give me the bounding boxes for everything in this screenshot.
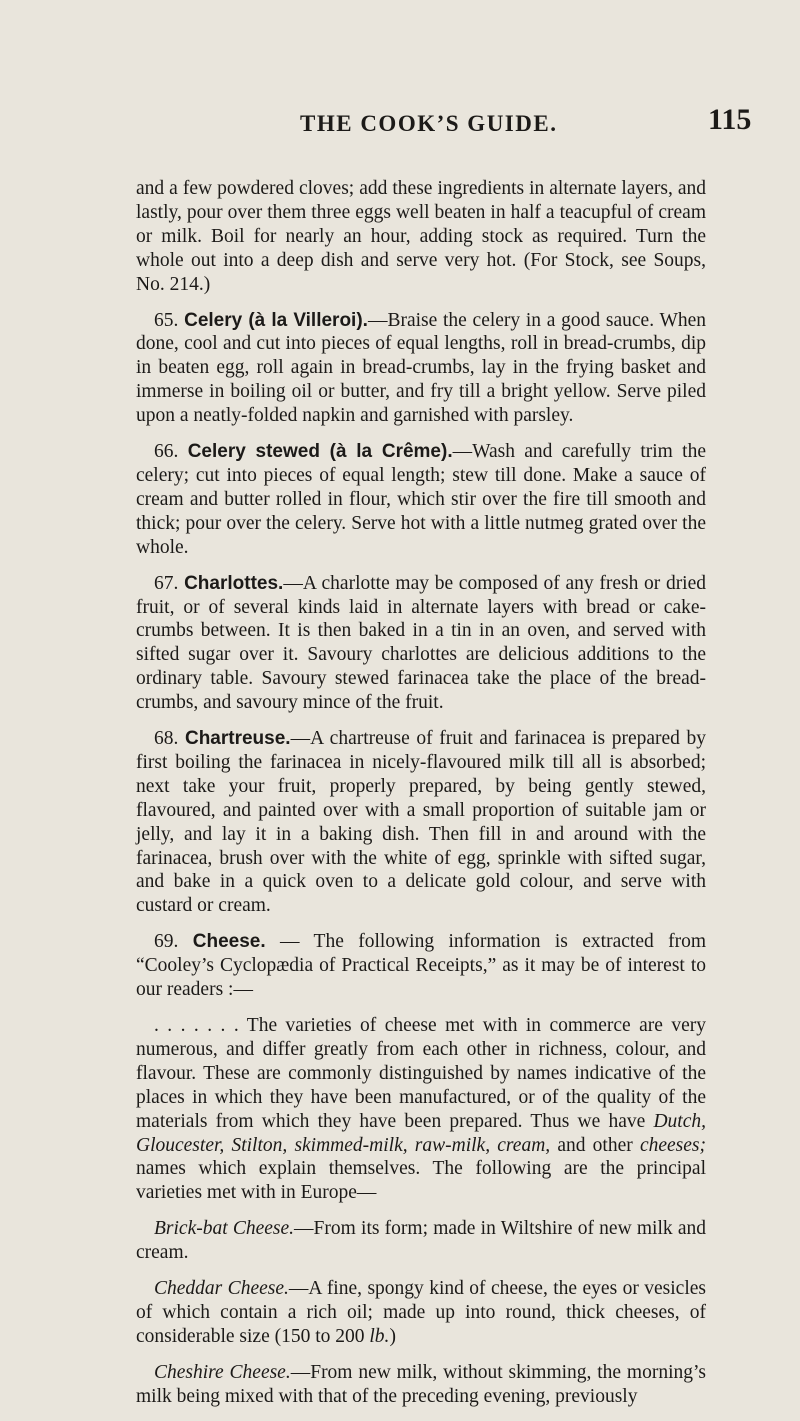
variety-name: Brick-bat Cheese. (154, 1218, 295, 1240)
page-number: 115 (708, 103, 752, 136)
cheeses-word: cheeses; (639, 1134, 706, 1156)
entry-heading: Celery (à la Villeroi). (184, 309, 368, 331)
varieties-mid: and other (550, 1134, 640, 1156)
entry-text: —Braise the celery in a good sauce. When done, cool and cut into pieces of equal lengths, roll in bread-crumbs, dip in beaten egg, roll again in bread-crumbs, lay in the frying basket and immerse in boiling oil or butter, and fry till a bright yellow. Serve piled upon a neatly-folded napkin and garnished with parsley. (136, 309, 706, 427)
cheese-names: Dutch, Gloucester, Stilton, skimmed-milk, raw-milk, cream, (136, 1110, 706, 1156)
variety-text: —From new milk, without skimming, the morning’s milk being mixed with that of the preceding evening, previously (136, 1361, 707, 1407)
entry-heading: Celery stewed (à la Crême). (187, 441, 453, 463)
paragraph-continuation: and a few powdered cloves; add these ingredients in alternate layers, and lastly, pour over them three eggs well beaten in half a teacupful of cream or milk. Boil for nearly an hour, adding stock as required. Turn the whole out into a deep dish and serve very hot. (For Stock, see Soups, No. 214.) (136, 178, 706, 295)
entry-65 (136, 309, 706, 429)
varieties-tail: names which explain themselves. The following are the principal varieties met with in Europe— (136, 1158, 706, 1204)
entry-67 (136, 572, 706, 715)
variety-cheshire (136, 1361, 706, 1409)
variety-text: —A fine, spongy kind of cheese, the eyes or vesicles of which contain a rich oil; made up into round, thick cheeses, of considerable size (150 to 200 (136, 1278, 706, 1347)
page-body (136, 177, 706, 1421)
entry-68 (136, 727, 706, 918)
variety-text: —From its form; made in Wiltshire of new milk and cream. (136, 1218, 706, 1264)
page-header (0, 103, 800, 143)
unit: lb. (369, 1325, 390, 1347)
entry-heading: Charlottes. (184, 572, 284, 594)
varieties-lead: . . . . . . . The varieties of cheese met with in commerce are very numerous, and differ greatly from each other in richness, colour, and flavour. These are commonly distinguished by names indicative of the places in which they have been manufactured, or of the quality of the materials from which they have been prepared. Thus we have (136, 1015, 706, 1132)
entry-text: —Wash and carefully trim the celery; cut into pieces of equal length; stew till done. Make a sauce of cream and butter rolled in flour, which stir over the fire till smooth and thick; pour over the celery. Serve hot with a little nutmeg grated over the whole. (136, 441, 706, 558)
running-title: THE COOK’S GUIDE. (300, 111, 558, 136)
varieties-paragraph (136, 1014, 706, 1205)
variety-name: Cheshire Cheese. (154, 1361, 291, 1383)
entry-number: 69. (154, 931, 179, 953)
entry-text: —A chartreuse of fruit and farinacea is prepared by first boiling the farinacea in nicely-flavoured milk till all is absorbed; next take your fruit, properly prepared, by being gently stewed, flavoured, and painted over with a small proportion of suitable jam or jelly, and lay it in a baking dish. Then fill in and around with the farinacea, brush over with the white of egg, sprinkle with sifted sugar, and bake in a quick oven to a delicate gold colour, and serve with custard or cream. (136, 728, 707, 917)
entry-heading: Chartreuse. (184, 728, 291, 750)
entry-text: — The following information is extracted from “Cooley’s Cyclopædia of Practical Receipts,” as it may be of interest to our readers :— (136, 931, 707, 1001)
variety-cheddar (136, 1277, 706, 1349)
entry-text: —A charlotte may be composed of any fresh or dried fruit, or of several kinds laid in alternate layers with bread or cake-crumbs between. It is then baked in a tin in an oven, and served with sifted sugar over it. Savoury charlottes are delicious additions to the ordinary table. Savoury stewed farinacea take the place of the bread-crumbs, and savoury mince of the fruit. (136, 572, 707, 714)
variety-brick-bat (136, 1217, 706, 1265)
entry-number: 67. (154, 572, 179, 594)
entry-66 (136, 440, 706, 560)
entry-number: 68. (154, 728, 179, 750)
entry-heading: Cheese. (192, 931, 266, 953)
entry-69 (136, 930, 706, 1002)
variety-name: Cheddar Cheese. (154, 1278, 289, 1300)
close-paren: ) (389, 1325, 396, 1347)
entry-number: 65. (154, 309, 179, 331)
entry-number: 66. (154, 441, 179, 463)
